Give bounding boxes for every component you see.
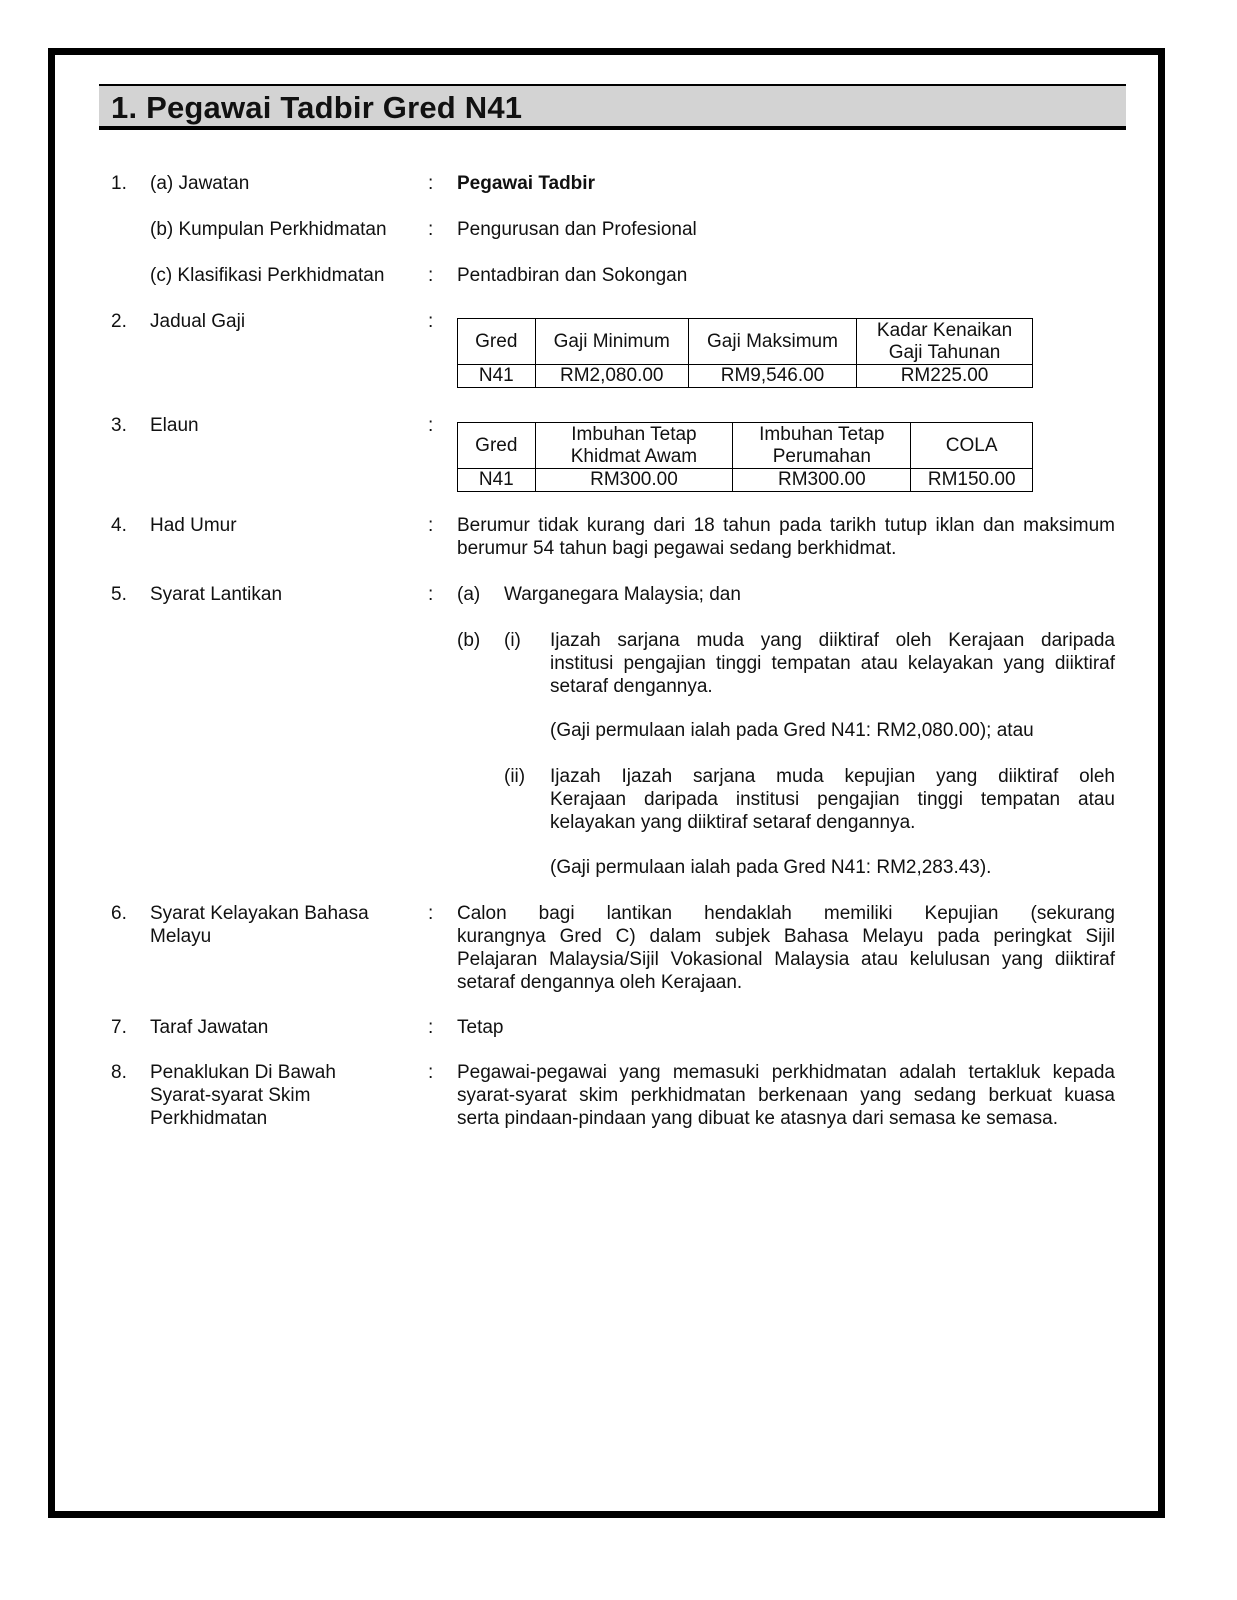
salary-table [457, 318, 1033, 388]
colon: : [428, 1017, 434, 1038]
label-line: Syarat-syarat Skim [150, 1085, 311, 1106]
table-cell: RM150.00 [911, 469, 1033, 492]
klasifikasi-value: Pentadbiran dan Sokongan [457, 265, 688, 286]
list-marker: (b) [457, 630, 481, 651]
header-cell: Gred [458, 319, 536, 365]
table-cell: N41 [458, 469, 536, 492]
jadual-gaji-label: Jadual Gaji [150, 311, 246, 332]
colon: : [428, 584, 434, 605]
item-number: 1. [111, 173, 127, 194]
header-cell [857, 319, 1033, 365]
item-number: 7. [111, 1017, 127, 1038]
label-line: Penaklukan Di Bawah [150, 1062, 336, 1083]
header-cell: Gaji Maksimum [688, 319, 856, 365]
text-line: syarat-syarat skim perkhidmatan berkenaan yang sedang berkuat kuasa [457, 1085, 1115, 1106]
text-line: kurangnya Gred C) dalam subjek Bahasa Melayu pada peringkat Sijil [457, 926, 1115, 947]
bahasa-label [150, 902, 369, 948]
list-marker: (i) [504, 630, 521, 651]
label-line: Melayu [150, 926, 212, 947]
text-line: Pegawai-pegawai yang memasuki perkhidmatan adalah tertakluk kepada [457, 1062, 1115, 1083]
colon: : [428, 515, 434, 536]
header-cell: Gred [458, 423, 536, 469]
allowance-table [457, 422, 1033, 492]
header-line: Gaji Tahunan [888, 341, 1001, 363]
had-umur-label: Had Umur [150, 515, 237, 536]
label-line: Perkhidmatan [150, 1108, 268, 1129]
elaun-label: Elaun [150, 415, 199, 436]
text-line: Calon bagi lantikan hendaklah memiliki Kepujian (sekurang [457, 903, 1115, 924]
colon: : [428, 903, 434, 924]
header-line: Imbuhan Tetap [571, 423, 697, 445]
jawatan-label: (a) Jawatan [150, 173, 250, 194]
klasifikasi-label: (c) Klasifikasi Perkhidmatan [150, 265, 385, 286]
title-bar [99, 84, 1126, 130]
text-line: kelayakan yang diiktiraf setaraf dengannya. [550, 812, 916, 833]
text-line: setaraf dengannya. [550, 676, 713, 697]
item-number: 6. [111, 903, 127, 924]
syarat-lantikan-label: Syarat Lantikan [150, 584, 283, 605]
text-line: setaraf dengannya oleh Kerajaan. [457, 972, 743, 993]
condition-a-text: Warganegara Malaysia; dan [504, 584, 741, 605]
had-umur-text [457, 514, 1115, 560]
header-line: Kadar Kenaikan [876, 319, 1013, 341]
item-number: 8. [111, 1062, 127, 1083]
table-cell: RM9,546.00 [688, 365, 856, 388]
header-cell [535, 423, 733, 469]
header-cell: Gaji Minimum [535, 319, 688, 365]
penaklukan-label [150, 1061, 336, 1130]
label-line: Syarat Kelayakan Bahasa [150, 903, 369, 924]
jawatan-value: Pegawai Tadbir [457, 173, 595, 194]
penaklukan-text [457, 1061, 1115, 1130]
salary-note: (Gaji permulaan ialah pada Gred N41: RM2,283.43). [550, 857, 992, 878]
text-line: berumur 54 tahun bagi pegawai sedang berkhidmat. [457, 538, 897, 559]
text-line: institusi pengajian tinggi tempatan atau kelayakan yang diiktiraf [550, 653, 1115, 674]
colon: : [428, 173, 434, 194]
header-line: Khidmat Awam [570, 445, 698, 467]
text-line: Ijazah Ijazah sarjana muda kepujian yang diiktiraf oleh [550, 766, 1115, 787]
item-number: 4. [111, 515, 127, 536]
list-marker: (ii) [504, 766, 526, 787]
table-cell: N41 [458, 365, 536, 388]
header-line: Imbuhan Tetap [759, 423, 885, 445]
colon: : [428, 219, 434, 240]
colon: : [428, 265, 434, 286]
text-line: Pelajaran Malaysia/Sijil Vokasional Malaysia atau kelulusan yang diiktiraf [457, 949, 1115, 970]
table-cell: RM225.00 [857, 365, 1033, 388]
text-line: Kerajaan daripada institusi pengajian tinggi tempatan atau [550, 789, 1115, 810]
kumpulan-value: Pengurusan dan Profesional [457, 219, 697, 240]
taraf-jawatan-label: Taraf Jawatan [150, 1017, 269, 1038]
colon: : [428, 311, 434, 332]
item-number: 5. [111, 584, 127, 605]
kumpulan-label: (b) Kumpulan Perkhidmatan [150, 219, 387, 240]
salary-note: (Gaji permulaan ialah pada Gred N41: RM2,080.00); atau [550, 720, 1034, 741]
header-line: Perumahan [772, 445, 871, 467]
condition-b-i-text [550, 629, 1115, 698]
list-marker: (a) [457, 584, 481, 605]
page-title: 1. Pegawai Tadbir Gred N41 [111, 90, 523, 125]
text-line: Berumur tidak kurang dari 18 tahun pada tarikh tutup iklan dan maksimum [457, 515, 1115, 536]
text-line: serta pindaan-pindaan yang dibuat ke atasnya dari semasa ke semasa. [457, 1108, 1058, 1129]
item-number: 2. [111, 311, 127, 332]
table-cell: RM300.00 [733, 469, 911, 492]
header-cell: COLA [911, 423, 1033, 469]
header-cell [733, 423, 911, 469]
item-number: 3. [111, 415, 127, 436]
table-cell: RM300.00 [535, 469, 733, 492]
bahasa-text [457, 902, 1115, 994]
condition-b-ii-text [550, 765, 1115, 834]
colon: : [428, 1062, 434, 1083]
text-line: Ijazah sarjana muda yang diiktiraf oleh Kerajaan daripada [550, 630, 1115, 651]
colon: : [428, 415, 434, 436]
table-cell: RM2,080.00 [535, 365, 688, 388]
taraf-jawatan-value: Tetap [457, 1017, 504, 1038]
